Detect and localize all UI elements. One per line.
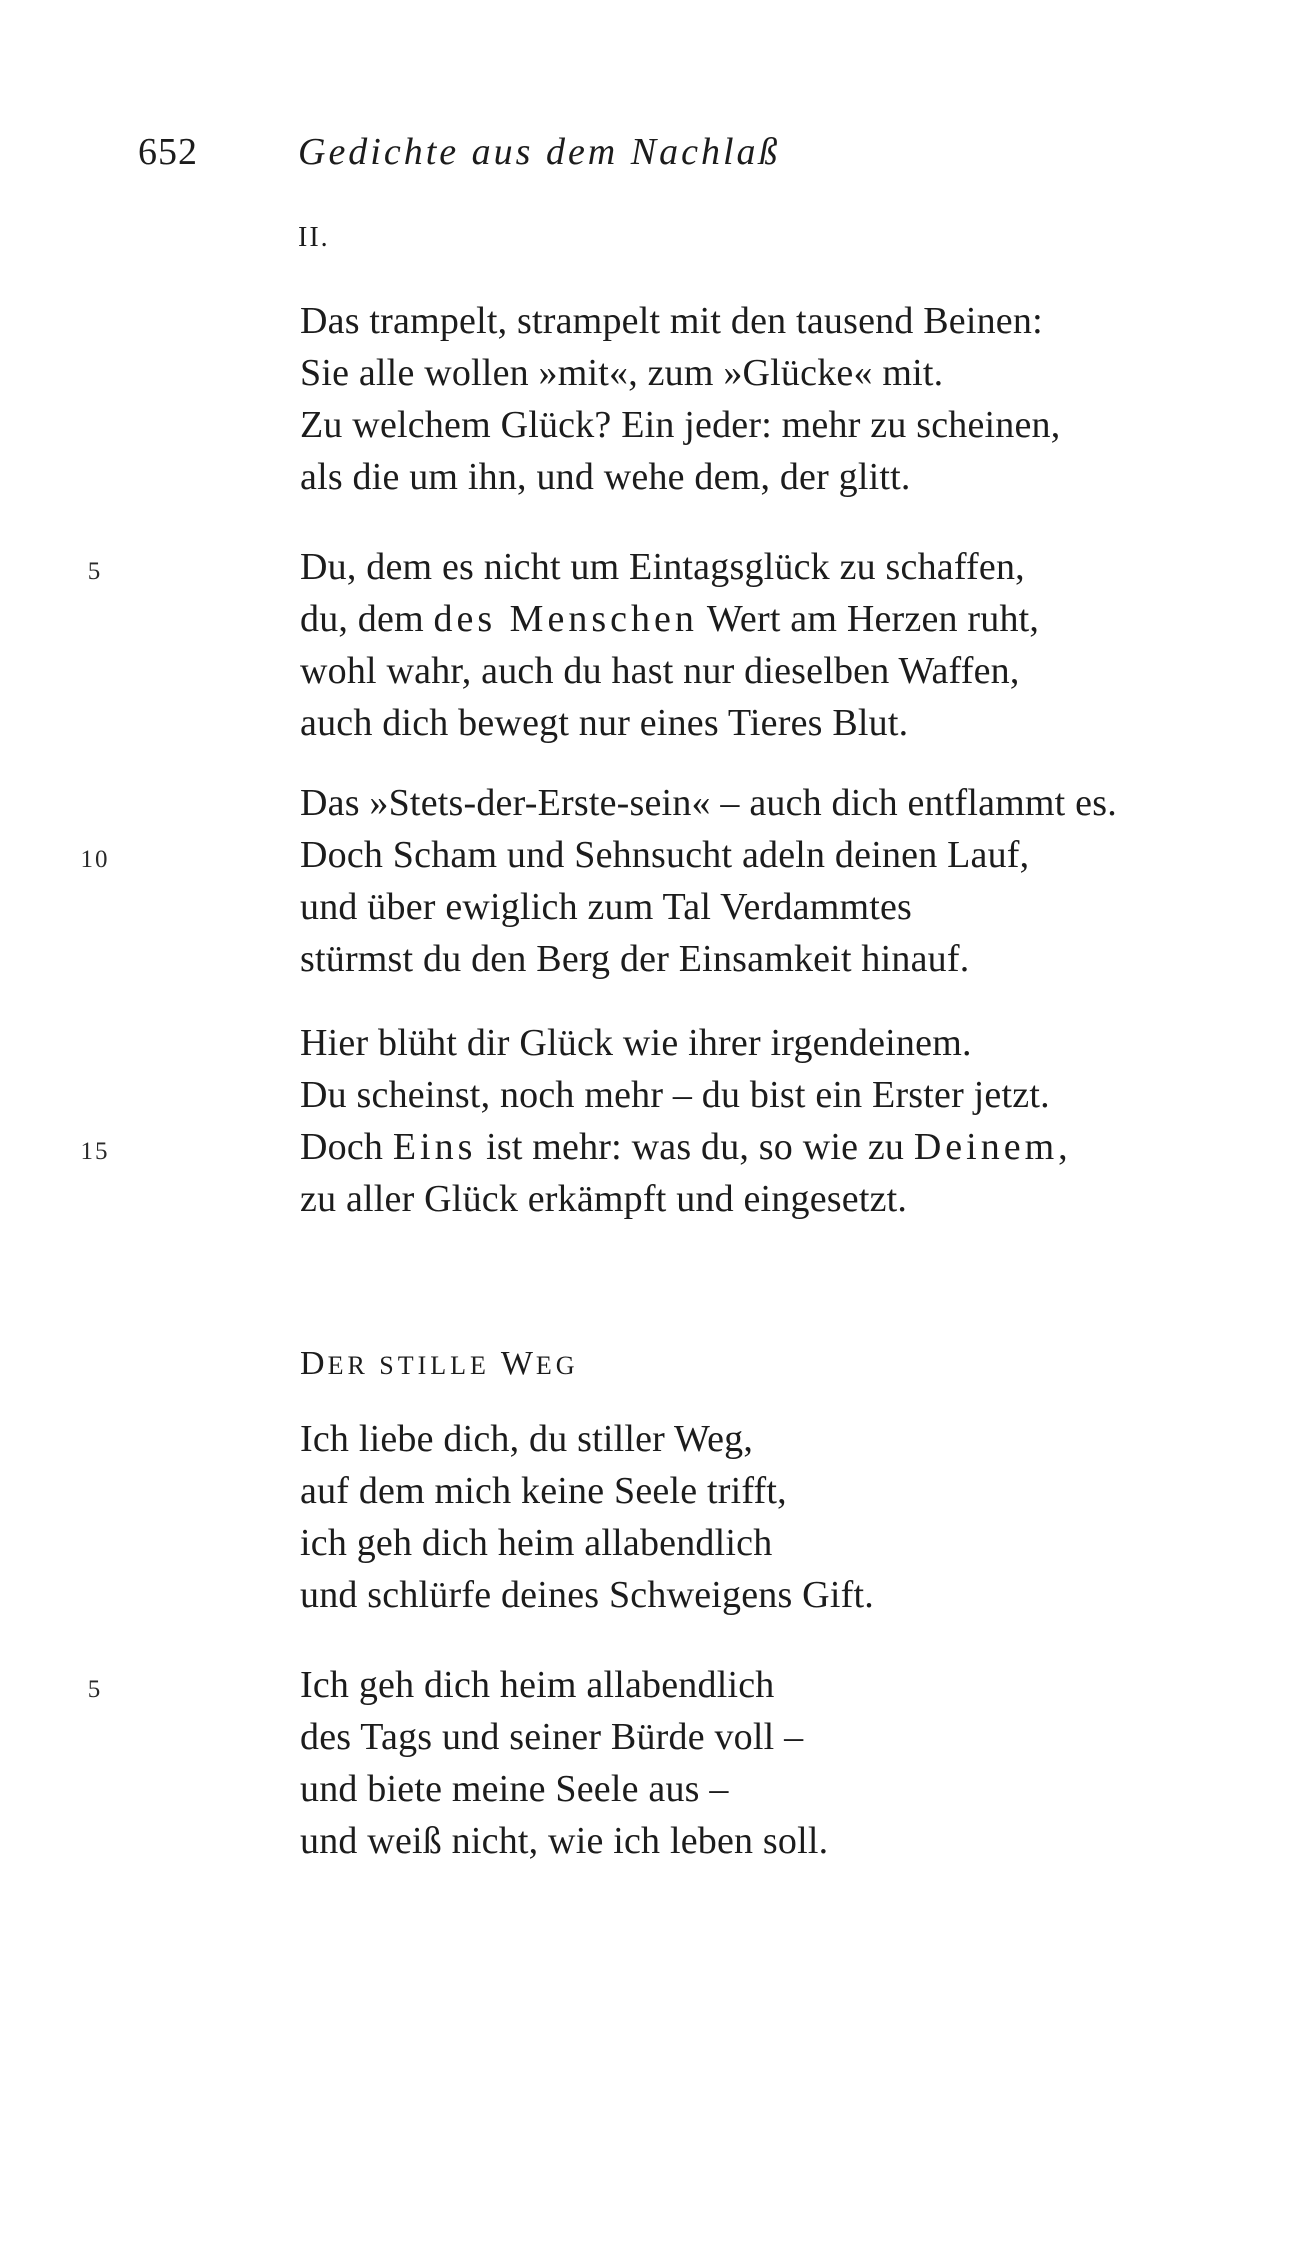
line-segment: ist mehr: was du, so wie zu bbox=[476, 1126, 914, 1168]
poem2-line-7: und biete meine Seele aus – bbox=[300, 1768, 729, 1810]
poem1-line-9: Das »Stets-der-Erste-sein« – auch dich entflammt es. bbox=[300, 782, 1117, 824]
poem2-line-1: Ich liebe dich, du stiller Weg, bbox=[300, 1418, 754, 1460]
poem1-line-3: Zu welchem Glück? Ein jeder: mehr zu scheinen, bbox=[300, 404, 1061, 446]
poem1-line-5: Du, dem es nicht um Eintagsglück zu schaffen, bbox=[300, 546, 1025, 588]
poem1-line-4: als die um ihn, und wehe dem, der glitt. bbox=[300, 456, 911, 498]
poem1-line-2: Sie alle wollen »mit«, zum »Glücke« mit. bbox=[300, 352, 944, 394]
title-initial: W bbox=[500, 1345, 536, 1382]
spaced-emphasis: des Menschen bbox=[433, 598, 698, 640]
line-segment: , bbox=[1058, 1126, 1068, 1168]
poem2-line-2: auf dem mich keine Seele trifft, bbox=[300, 1470, 787, 1512]
spaced-emphasis: Eins bbox=[392, 1126, 477, 1168]
line-segment: Wert am Herzen ruht, bbox=[697, 598, 1040, 640]
title-small-caps: ER STILLE bbox=[327, 1351, 490, 1380]
poem1-line-14: Du scheinst, noch mehr – du bist ein Erster jetzt. bbox=[300, 1074, 1050, 1116]
poem2-line-5: Ich geh dich heim allabendlich bbox=[300, 1664, 775, 1706]
line-segment: du, dem bbox=[300, 598, 434, 640]
poem1-line-10: Doch Scham und Sehnsucht adeln deinen Lauf, bbox=[300, 834, 1030, 876]
line-segment: Doch bbox=[300, 1126, 393, 1168]
poem1-line-16: zu aller Glück erkämpft und eingesetzt. bbox=[300, 1178, 908, 1220]
poem1-line-8: auch dich bewegt nur eines Tieres Blut. bbox=[300, 702, 909, 744]
title-small-caps: EG bbox=[535, 1351, 579, 1380]
poem2-line-4: und schlürfe deines Schweigens Gift. bbox=[300, 1574, 874, 1616]
page-number: 652 bbox=[138, 131, 198, 173]
poem1-line-12: stürmst du den Berg der Einsamkeit hinauf. bbox=[300, 938, 970, 980]
poem1-line-13: Hier blüht dir Glück wie ihrer irgendeinem. bbox=[300, 1022, 972, 1064]
poem1-line-1: Das trampelt, strampelt mit den tausend Beinen: bbox=[300, 300, 1043, 342]
poem2-line-3: ich geh dich heim allabendlich bbox=[300, 1522, 773, 1564]
poem1-line-6 bbox=[300, 594, 1039, 644]
poem-title bbox=[300, 1345, 579, 1383]
poem2-line-8: und weiß nicht, wie ich leben soll. bbox=[300, 1820, 829, 1862]
poem1-line-7: wohl wahr, auch du hast nur dieselben Waffen, bbox=[300, 650, 1020, 692]
poem2-line-6: des Tags und seiner Bürde voll – bbox=[300, 1716, 804, 1758]
line-number-10: 10 bbox=[80, 846, 110, 873]
line-number-15: 15 bbox=[80, 1138, 110, 1165]
title-initial: D bbox=[300, 1345, 328, 1382]
spaced-emphasis: Deinem bbox=[913, 1126, 1059, 1168]
line-number-5: 5 bbox=[87, 1676, 103, 1703]
part-number: II. bbox=[298, 222, 330, 253]
poem1-line-11: und über ewiglich zum Tal Verdammtes bbox=[300, 886, 913, 928]
running-head: Gedichte aus dem Nachlaß bbox=[298, 131, 781, 173]
poem1-line-15 bbox=[300, 1122, 1068, 1172]
line-number-5: 5 bbox=[87, 558, 103, 585]
